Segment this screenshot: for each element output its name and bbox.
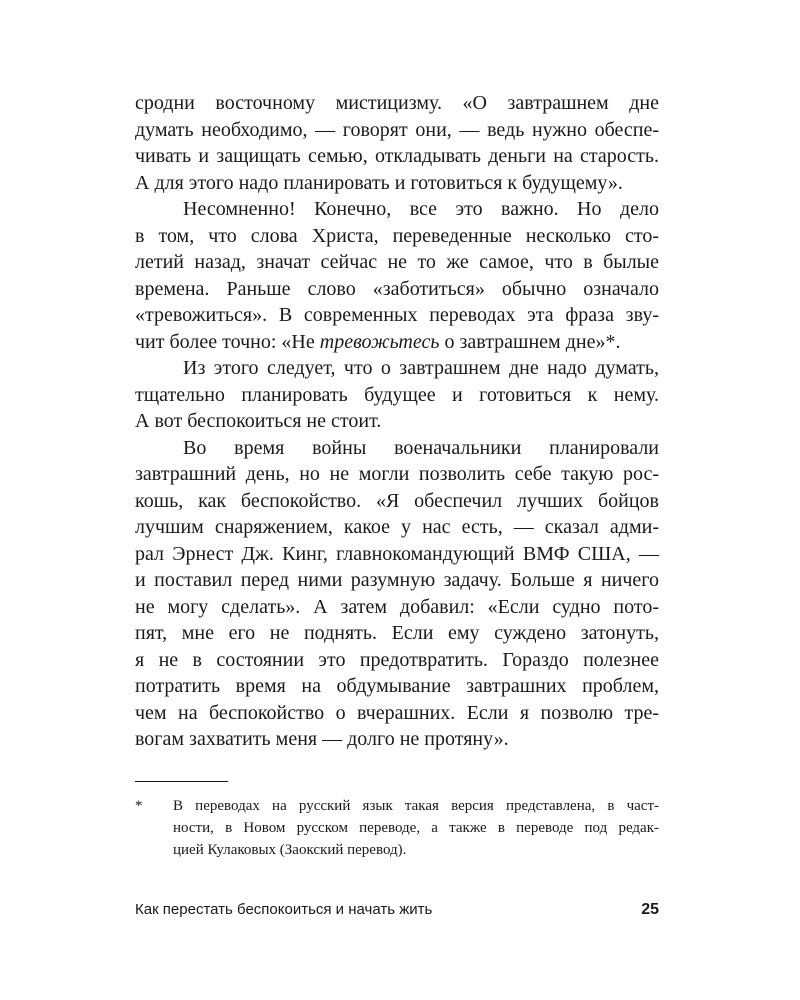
text-line	[135, 329, 659, 356]
text-run: о завтрашнем дне»*.	[439, 330, 621, 353]
text-line: А вот беспокоиться не стоит.	[135, 410, 382, 432]
emphasized-word: тревожьтесь	[319, 330, 440, 353]
paragraph-4	[135, 435, 659, 753]
text-line: вогам захватить меня — долго не протяну».	[135, 728, 509, 750]
paragraph-1	[135, 90, 659, 196]
running-footer	[135, 898, 659, 922]
footnote-line: В переводах на русский язык такая версия представлена, в част-	[173, 798, 659, 814]
paragraph-3	[135, 355, 659, 435]
footnote-divider	[135, 781, 228, 782]
text-run: чит более точно: «Не	[135, 330, 320, 353]
text-line: времена. Раньше слово «заботиться» обычно означало	[135, 277, 659, 300]
footnote-line: ности, в Новом русском переводе, а также в переводе под редак-	[173, 820, 659, 836]
text-line: рал Эрнест Дж. Кинг, главнокомандующий ВМФ США, —	[135, 542, 659, 565]
text-line: чем на беспокойство о вчерашних. Если я позволю тре-	[135, 701, 659, 724]
footnote	[135, 795, 659, 861]
text-line: тщательно планировать будущее и готовиться к нему.	[135, 383, 659, 406]
text-line: я не в состоянии это предотвратить. Гораздо полезнее	[135, 648, 659, 671]
text-line: думать необходимо, — говорят они, — ведь нужно обеспе-	[135, 118, 659, 141]
main-text	[135, 90, 659, 753]
text-line: Из этого следует, что о завтрашнем дне надо думать,	[183, 357, 659, 379]
footnote-text	[173, 795, 659, 861]
page-number: 25	[641, 901, 659, 918]
paragraph-2	[135, 196, 659, 355]
text-line: Во время войны военачальники планировали	[183, 436, 659, 459]
text-line: не могу сделать». А затем добавил: «Если судно пото-	[135, 595, 659, 618]
footnote-marker: *	[135, 798, 143, 814]
text-line: пят, мне его не поднять. Если ему суждено затонуть,	[135, 622, 659, 644]
text-line: в том, что слова Христа, переведенные несколько сто-	[135, 224, 659, 247]
text-line: Несомненно! Конечно, все это важно. Но дело	[183, 198, 659, 220]
text-line: чивать и защищать семью, откладывать деньги на старость.	[135, 145, 659, 167]
footnote-line: цией Кулаковых (Заокский перевод).	[173, 842, 407, 858]
text-line: летий назад, значат сейчас не то же самое, что в былые	[135, 251, 659, 273]
text-line: «тревожиться». В современных переводах эта фраза зву-	[135, 304, 659, 326]
text-line: сродни восточному мистицизму. «О завтрашнем дне	[135, 92, 659, 114]
text-line: лучшим снаряжением, какое у нас есть, — сказал адми-	[135, 516, 659, 538]
text-line: завтрашний день, но не могли позволить себе такую рос-	[135, 463, 659, 485]
book-title: Как перестать беспокоиться и начать жить	[135, 901, 433, 918]
text-line: А для этого надо планировать и готовиться к будущему».	[135, 171, 623, 194]
text-line: потратить время на обдумывание завтрашних проблем,	[135, 675, 659, 697]
text-line: и поставил перед ними разумную задачу. Больше я ничего	[135, 569, 659, 591]
text-line: кошь, как беспокойство. «Я обеспечил лучших бойцов	[135, 489, 659, 512]
